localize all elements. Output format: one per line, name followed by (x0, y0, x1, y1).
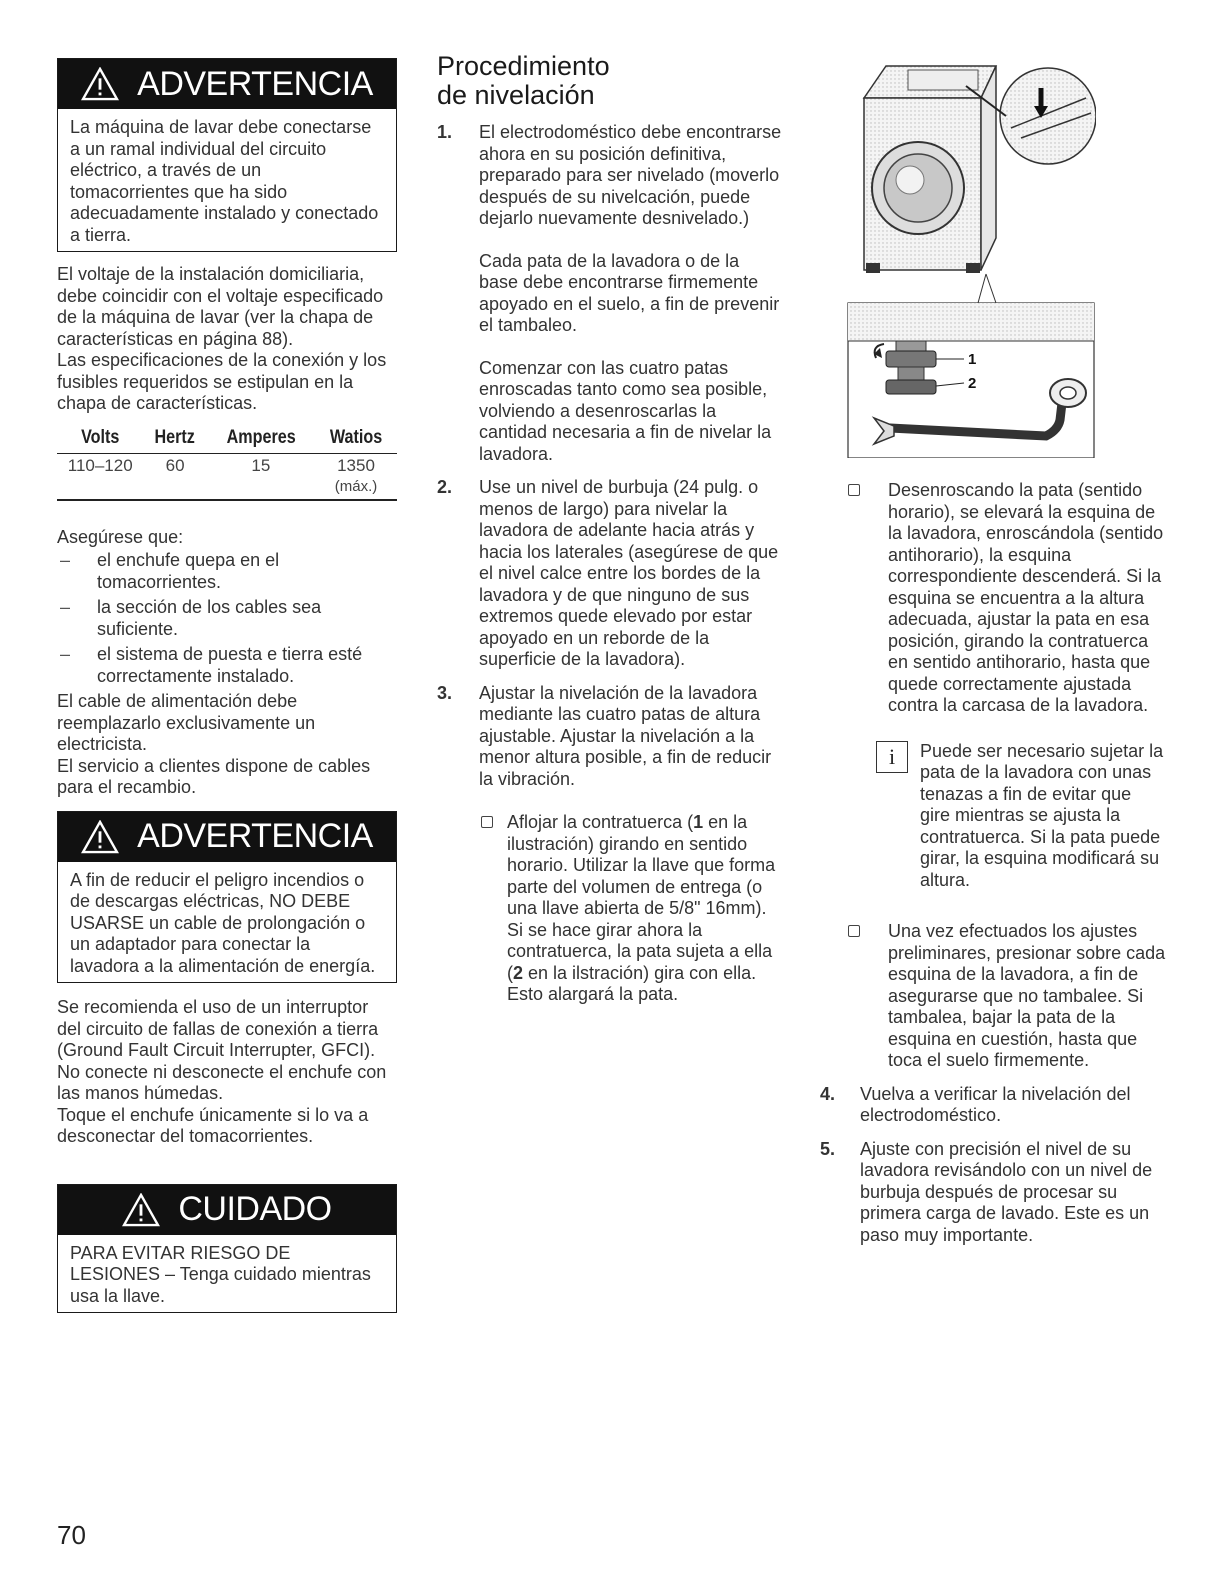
table-header-hertz: Hertz (148, 423, 202, 454)
page-number: 70 (57, 1520, 86, 1550)
bullet-press-corners (846, 921, 1166, 1072)
service-paragraph: El servicio a clientes dispone de cables para el recambio. (57, 755, 371, 797)
ensure-intro: Asegúrese que: (57, 526, 184, 547)
touch-plug-paragraph: Toque el enchufe únicamente si lo va a desconectar del tomacorrientes. (57, 1104, 369, 1146)
table-note-max: (máx.) (334, 477, 378, 495)
info-text: Puede ser necesario sujetar la pata de la lavadora con unas tenazas a fin de evitar que gire mientras se ajusta la contratuerca. Si la pata puede girar, la esquina modificará su altura. (920, 740, 1164, 890)
table-cell-amperes: 15 (251, 455, 271, 475)
wet-hands-paragraph: No conecte ni desconecte el enchufe con las manos húmedas. (57, 1061, 387, 1103)
step-1-legs-text: Cada pata de la lavadora o de la base debe encontrarse firmemente apoyado en el suelo, a fin de prevenir el tambaleo. (479, 250, 780, 335)
step-2: 2. Use un nivel de burbuja (24 pulg. o menos de largo) para nivelar la lavadora de adelante hacia atrás y hacia los laterales (asegúrese de que el nivel calce entre los bordes de la lavadora y de que ninguno de sus extremos quede elevado por estar apoyado en un reborde de la superficie de la lavadora). (437, 477, 782, 671)
step-4-text: Vuelva a verificar la nivelación del electrodoméstico. (860, 1083, 1131, 1125)
warning-title: ADVERTENCIA (137, 817, 373, 855)
warning-text: A fin de reducir el peligro incendios o de descargas eléctricas, NO DEBE USARSE un cable de prolongación o un adaptador para conectar la lavadora a la alimentación de energía. (70, 869, 376, 976)
table-header-watts: Watios (321, 423, 391, 454)
ensure-list (57, 550, 397, 687)
fuse-paragraph: Las especificaciones de la conexión y los fusibles requeridos se estipulan en la chapa de características. (57, 350, 387, 413)
list-item: – el enchufe quepa en el tomacorrientes. (57, 550, 397, 593)
step-3: 3. Ajustar la nivelación de la lavadora mediante las cuatro patas de altura ajustable. Ajustar la nivelación a la menor altura posible, a fin de reducir la vibración. Aflojar la contratuerca (1 en la ilustración) girando en sentido horario. Utilizar la llave que forma parte del volumen de entrega (o una llave abierta de 5/8" 16mm). Si se hace girar ahora la contratuerca, la pata sujeta a ella (2 en la ilstración) gira con ella. Esto alargará la pata. (437, 683, 782, 1006)
caution-text: PARA EVITAR RIESGO DE LESIONES – Tenga cuidado mientras usa la llave. (70, 1242, 371, 1306)
step-2-text: Use un nivel de burbuja (24 pulg. o menos de largo) para nivelar la lavadora de adelante hacia atrás y hacia los laterales (asegúrese de que el nivel calce entre los bordes de la lavadora y de que ninguno de sus extremos quede elevado por estar apoyado en un reborde de la superficie de la lavadora). (479, 477, 779, 669)
table-cell-watts: 1350 (337, 455, 375, 475)
left-column (57, 58, 397, 1313)
step-5: 5. Ajuste con precisión el nivel de su lavadora revisándolo con un nivel de burbuja después de procesar su primera carga de lavado. Este es un paso muy importante. (820, 1139, 1166, 1247)
table-cell-hertz: 60 (165, 455, 185, 475)
electrical-spec-table (57, 423, 397, 495)
figure-label-1: 1 (968, 351, 977, 368)
section-title: Procedimiento de nivelación (437, 51, 610, 110)
bullet-unscrew-foot (846, 480, 1166, 717)
table-bottom-rule (57, 499, 397, 501)
warning-triangle-icon (81, 67, 119, 101)
warning-title: ADVERTENCIA (137, 64, 373, 103)
washer-leveling-illustration (846, 58, 1096, 458)
step-5-text: Ajuste con precisión el nivel de su lavadora revisándolo con un nivel de burbuja después de procesar su primera carga de lavado. Este es un paso muy importante. (860, 1138, 1153, 1245)
step-1: 1. El electrodoméstico debe encontrarse ahora en su posición definitiva, preparado para ser nivelado (moverlo después de su nivelcación, puede dejarlo nuevamente desnivelado.) Cada pata de la lavadora o de la base debe encontrarse firmemente apoyado en el suelo, a fin de prevenir el tambaleo. Comenzar con las cuatro patas enroscadas tanto como sea posible, volviendo a desenroscarlas la cantidad necesaria a fin de nivelar la lavadora. (437, 122, 782, 464)
bullet-text: Una vez efectuados los ajustes preliminares, presionar sobre cada esquina de la lavadora, a fin de asegurarse que no tambalee. Si tambalea, bajar la pata de la esquina en cuestión, hasta que toca el suelo firmemente. (888, 921, 1166, 1070)
bullet-text: Desenroscando la pata (sentido horario), se elevará la esquina de la lavadora, enroscándola (sentido antihorario), la esquina correspondiente descenderá. Si la esquina se encuentra a la altura adecuada, ajustar la pata en esa posición, girando la contratuerca en sentido antihorario, hasta que quede correctamente ajustada contra la carcasa de la lavadora. (888, 480, 1164, 715)
figure-label-2: 2 (968, 375, 977, 392)
bullet-loosen-locknut (479, 812, 782, 1006)
right-column (820, 58, 1166, 1246)
table-cell-volts: 110–120 (67, 455, 133, 475)
cable-paragraph: El cable de alimentación debe reemplazarlo exclusivamente un electricista. (57, 691, 316, 754)
warning-box-electrical (57, 58, 397, 252)
bullet-text: Aflojar la contratuerca (1 en la ilustración) girando en sentido horario. Utilizar la llave que forma parte del volumen de entrega (o una llave abierta de 5/8" 16mm). Si se hace girar ahora la contratuerca, la pata sujeta a ella (2 en la ilstración) gira con ella. Esto alargará la pata. (507, 812, 776, 1004)
info-note (846, 741, 1166, 892)
checkbox-bullet-icon (848, 484, 860, 496)
checkbox-bullet-icon (848, 925, 860, 937)
middle-column (437, 52, 782, 1006)
warning-triangle-icon (81, 820, 119, 854)
gfci-paragraph: Se recomienda el uso de un interruptor del circuito de fallas de conexión a tierra (Ground Fault Circuit Interrupter, GFCI). (57, 997, 379, 1060)
warning-triangle-icon (122, 1193, 160, 1227)
caution-header (58, 1185, 396, 1235)
warning-header (58, 812, 396, 862)
voltage-paragraph: El voltaje de la instalación domiciliaria, debe coincidir con el voltaje especificado de la máquina de lavar (ver la chapa de características en página 88). (57, 264, 384, 349)
table-header-amperes: Amperes (215, 423, 307, 454)
warning-text: La máquina de lavar debe conectarse a un ramal individual del circuito eléctrico, a través de un tomacorrientes que ha sido adecuadamente instalado y conectado a tierra. (70, 117, 379, 245)
step-1-text: El electrodoméstico debe encontrarse ahora en su posición definitiva, preparado para ser nivelado (moverlo después de su nivelcación, puede dejarlo nuevamente desnivelado.) (479, 122, 782, 228)
step-4: 4. Vuelva a verificar la nivelación del electrodoméstico. (820, 1084, 1166, 1127)
warning-header (58, 59, 396, 109)
warning-box-extension-cord (57, 811, 397, 984)
checkbox-bullet-icon (481, 816, 493, 828)
caution-box (57, 1184, 397, 1314)
list-item: – la sección de los cables sea suficiente. (57, 597, 397, 640)
table-row (57, 453, 397, 476)
washer-icon (864, 66, 996, 273)
table-header-volts: Volts (63, 423, 136, 454)
step-1-start-text: Comenzar con las cuatro patas enroscadas tanto como sea posible, volviendo a desenroscarlas la cantidad necesaria a fin de nivelar la lavadora. (479, 357, 772, 464)
list-item: – el sistema de puesta e tierra esté correctamente instalado. (57, 644, 397, 687)
info-icon: i (876, 741, 908, 773)
caution-title: CUIDADO (178, 1190, 332, 1228)
step-3-text: Ajustar la nivelación de la lavadora mediante las cuatro patas de altura ajustable. Ajustar la nivelación a la menor altura posible, a fin de reducir la vibración. (479, 682, 772, 789)
